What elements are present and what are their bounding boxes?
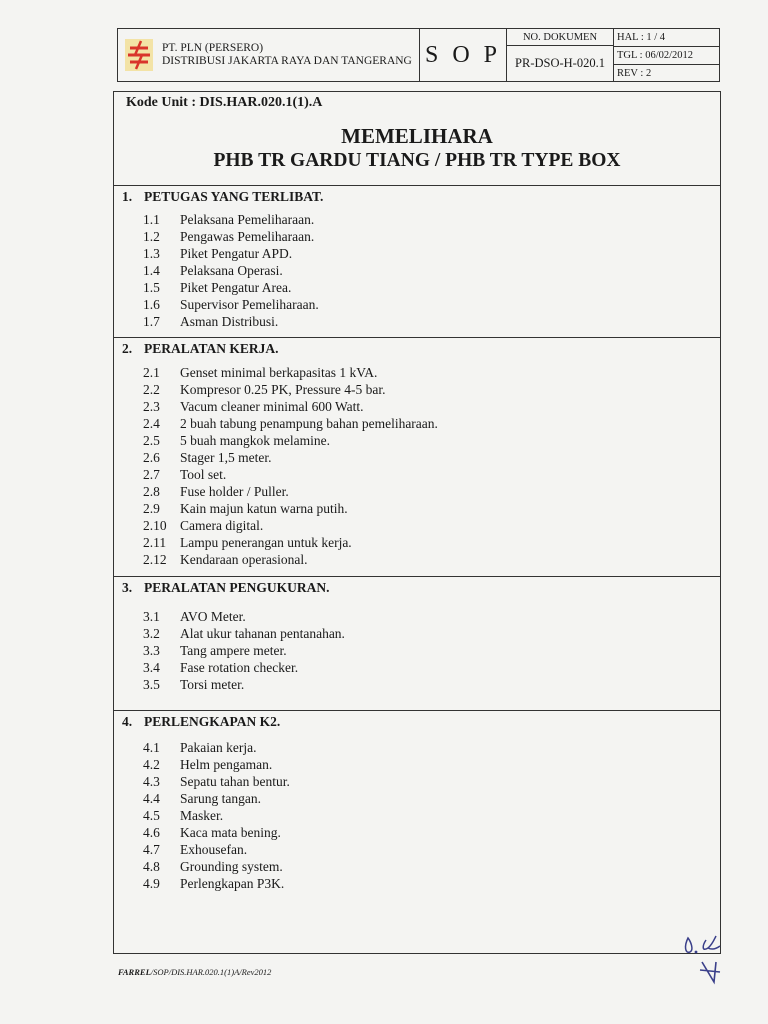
section-title: PETUGAS YANG TERLIBAT. (144, 189, 324, 204)
item-number: 1.6 (143, 297, 160, 312)
item-text: Pelaksana Operasi. (180, 263, 283, 278)
section-heading (122, 341, 279, 357)
document-footer (118, 967, 271, 977)
handwritten-initials-icon (676, 932, 726, 988)
list-item (143, 449, 271, 466)
list-item (143, 262, 283, 279)
item-text: Sepatu tahan bentur. (180, 774, 290, 789)
item-number: 3.3 (143, 643, 160, 658)
item-text: Pelaksana Pemeliharaan. (180, 212, 315, 227)
item-text: Alat ukur tahanan pentanahan. (180, 626, 345, 641)
item-number: 1.7 (143, 314, 160, 329)
item-text: 5 buah mangkok melamine. (180, 433, 330, 448)
list-item (143, 642, 287, 659)
section-work-equipment (114, 337, 720, 576)
item-number: 4.4 (143, 791, 160, 806)
page-subtitle: PHB TR GARDU TIANG / PHB TR TYPE BOX (213, 150, 621, 171)
unit-code: Kode Unit : DIS.HAR.020.1(1).A (126, 95, 323, 110)
section-number: 2. (122, 341, 133, 356)
item-number: 3.1 (143, 609, 160, 624)
item-number: 4.1 (143, 740, 160, 755)
item-text: Kompresor 0.25 PK, Pressure 4-5 bar. (180, 382, 386, 397)
item-text: Masker. (180, 808, 224, 823)
list-item (143, 676, 244, 693)
item-text: Stager 1,5 meter. (180, 450, 272, 465)
item-text: Supervisor Pemeliharaan. (180, 297, 319, 312)
list-item (143, 228, 314, 245)
item-text: Kendaraan operasional. (180, 552, 308, 567)
list-item (143, 432, 330, 449)
footer-author: FARREL (118, 967, 151, 977)
item-number: 4.2 (143, 757, 160, 772)
list-item (143, 790, 261, 807)
item-text: Camera digital. (180, 518, 264, 533)
list-item (143, 211, 314, 228)
list-item (143, 296, 319, 313)
list-item (143, 824, 281, 841)
item-text: Exhousefan. (180, 842, 248, 857)
doc-number-value: PR-DSO-H-020.1 (515, 56, 605, 70)
item-number: 1.2 (143, 229, 160, 244)
item-number: 4.6 (143, 825, 160, 840)
item-number: 2.12 (143, 552, 167, 567)
content-box (113, 91, 721, 954)
list-item (143, 659, 298, 676)
item-number: 2.5 (143, 433, 160, 448)
item-text: Torsi meter. (180, 677, 245, 692)
item-number: 2.9 (143, 501, 160, 516)
item-number: 4.5 (143, 808, 160, 823)
item-number: 1.3 (143, 246, 160, 261)
item-text: AVO Meter. (180, 609, 246, 624)
item-text: Fase rotation checker. (180, 660, 299, 675)
doc-revision: REV : 2 (617, 67, 652, 79)
section-measuring-equipment (114, 576, 720, 710)
item-number: 1.1 (143, 212, 160, 227)
list-item (143, 398, 363, 415)
item-text: Sarung tangan. (180, 791, 261, 806)
list-item (143, 381, 385, 398)
list-item (143, 773, 290, 790)
doc-number-label: NO. DOKUMEN (507, 29, 613, 46)
item-text: Asman Distribusi. (180, 314, 279, 329)
company-name: PT. PLN (PERSERO) (162, 42, 264, 54)
item-number: 1.4 (143, 263, 160, 278)
section-number: 3. (122, 580, 133, 595)
list-item (143, 466, 226, 483)
page-number: HAL : 1 / 4 (614, 29, 719, 47)
item-text: Kain majun katun warna putih. (180, 501, 348, 516)
page-title: MEMELIHARA (341, 124, 493, 148)
section-number: 1. (122, 189, 133, 204)
doc-meta-cell (614, 29, 719, 81)
item-number: 3.4 (143, 660, 160, 675)
item-number: 4.8 (143, 859, 160, 874)
item-number: 2.10 (143, 518, 167, 533)
item-text: Kaca mata bening. (180, 825, 281, 840)
section-number: 4. (122, 714, 133, 729)
pln-logo-icon (124, 38, 154, 72)
item-text: Perlengkapan P3K. (180, 876, 285, 891)
list-item (143, 500, 348, 517)
item-text: Lampu penerangan untuk kerja. (180, 535, 352, 550)
item-text: Grounding system. (180, 859, 283, 874)
item-number: 2.11 (143, 535, 167, 550)
list-item (143, 756, 272, 773)
item-number: 1.5 (143, 280, 160, 295)
item-number: 2.8 (143, 484, 160, 499)
item-text: Fuse holder / Puller. (180, 484, 289, 499)
item-text: Tang ampere meter. (180, 643, 287, 658)
footer-reference: /SOP/DIS.HAR.020.1(1)A/Rev2012 (150, 967, 272, 977)
section-heading (122, 580, 330, 596)
section-heading (122, 714, 280, 730)
item-number: 3.2 (143, 626, 160, 641)
section-title: PERALATAN KERJA. (144, 341, 279, 356)
list-item (143, 313, 278, 330)
list-item (143, 551, 307, 568)
doc-number-cell (507, 29, 614, 81)
item-text: Piket Pengatur APD. (180, 246, 293, 261)
item-number: 4.9 (143, 876, 160, 891)
item-text: Helm pengaman. (180, 757, 273, 772)
item-text: Vacum cleaner minimal 600 Watt. (180, 399, 364, 414)
item-number: 4.7 (143, 842, 160, 857)
company-division: DISTRIBUSI JAKARTA RAYA DAN TANGERANG (162, 55, 412, 67)
list-item (143, 364, 377, 381)
list-item (143, 739, 256, 756)
item-text: Tool set. (180, 467, 227, 482)
list-item (143, 245, 292, 262)
list-item (143, 483, 289, 500)
list-item (143, 517, 263, 534)
list-item (143, 875, 284, 892)
item-text: Pengawas Pemeliharaan. (180, 229, 315, 244)
item-text: Pakaian kerja. (180, 740, 257, 755)
section-safety-equipment (114, 710, 720, 953)
section-heading (122, 189, 323, 205)
item-text: Piket Pengatur Area. (180, 280, 292, 295)
item-text: Genset minimal berkapasitas 1 kVA. (180, 365, 378, 380)
section-title: PERLENGKAPAN K2. (144, 714, 281, 729)
sop-label: S O P (420, 29, 507, 81)
item-number: 3.5 (143, 677, 160, 692)
list-item (143, 279, 291, 296)
list-item (143, 534, 352, 551)
item-number: 2.1 (143, 365, 160, 380)
list-item (143, 807, 223, 824)
item-number: 2.6 (143, 450, 160, 465)
section-title: PERALATAN PENGUKURAN. (144, 580, 330, 595)
item-number: 2.4 (143, 416, 160, 431)
item-number: 4.3 (143, 774, 160, 789)
company-cell (118, 29, 420, 81)
list-item (143, 841, 247, 858)
item-text: 2 buah tabung penampung bahan pemeliharaan. (180, 416, 438, 431)
list-item (143, 858, 283, 875)
item-number: 2.7 (143, 467, 160, 482)
item-number: 2.3 (143, 399, 160, 414)
list-item (143, 415, 438, 432)
item-number: 2.2 (143, 382, 160, 397)
list-item (143, 625, 345, 642)
doc-date: TGL : 06/02/2012 (614, 47, 719, 65)
list-item (143, 608, 246, 625)
section-personnel (114, 185, 720, 337)
document-header (117, 28, 720, 82)
